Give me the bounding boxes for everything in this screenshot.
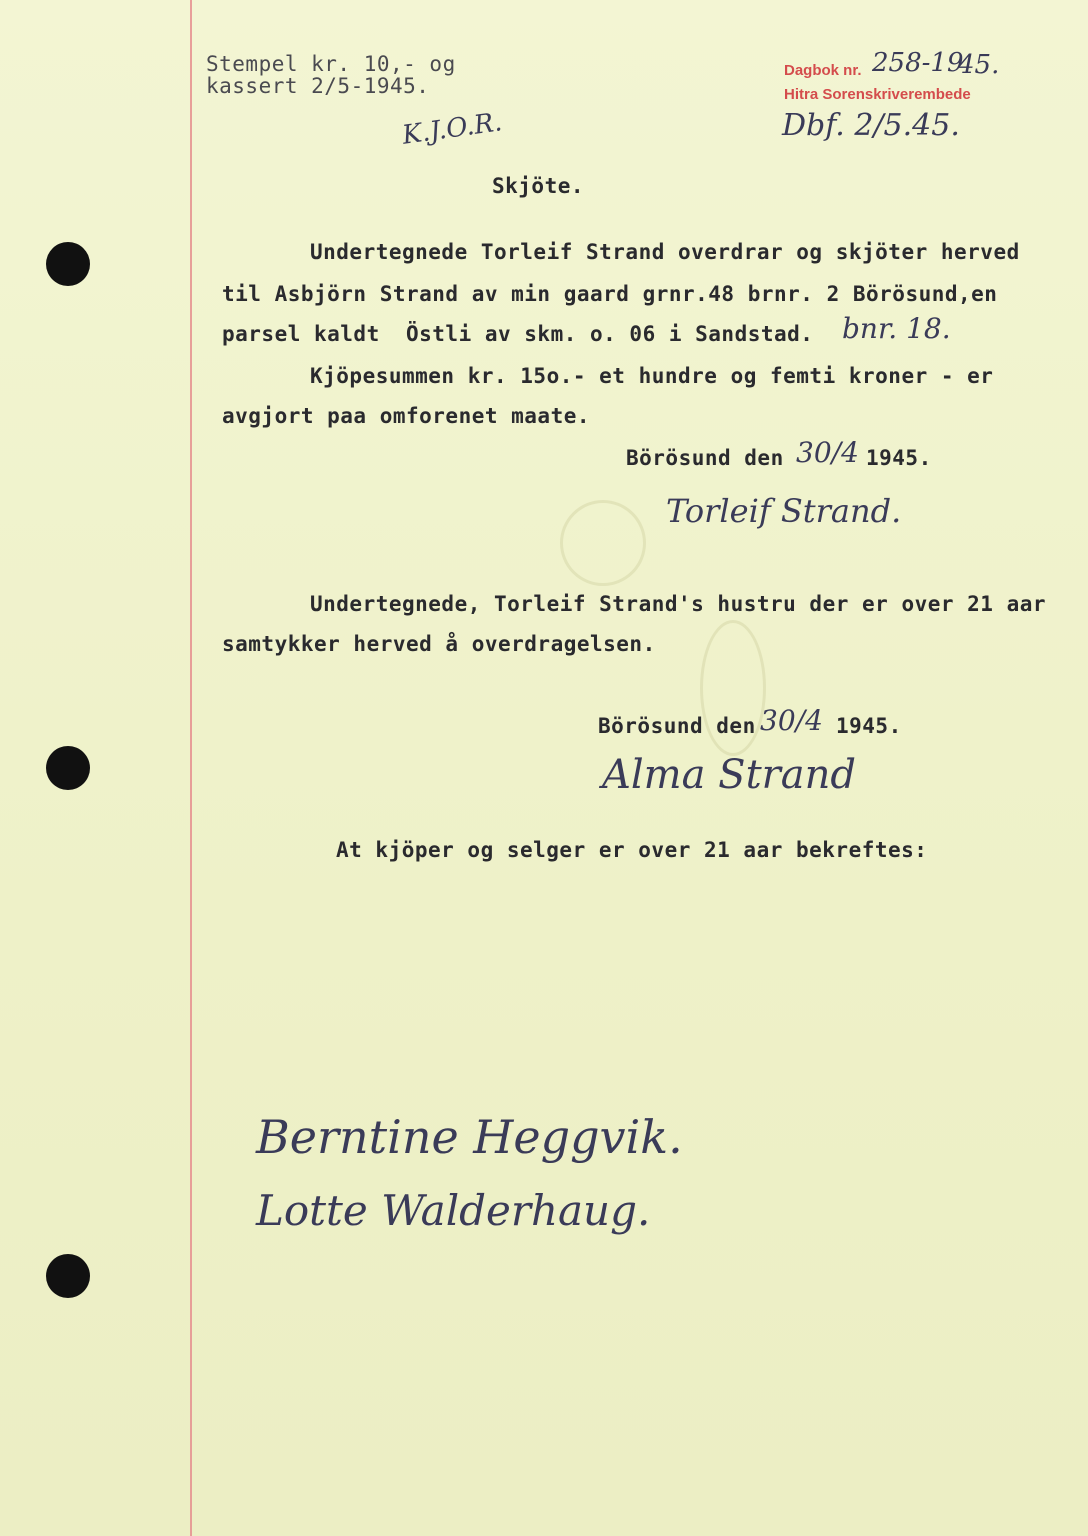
dagbok-year: 45. (958, 50, 1000, 80)
place-date-prefix: Börösund den (598, 714, 756, 738)
signature-wife: Alma Strand (602, 752, 856, 798)
punch-hole (46, 242, 90, 286)
document-title: Skjöte. (492, 174, 585, 198)
handwritten-date: 30/4 (760, 704, 823, 737)
para2-line1: Kjöpesummen kr. 15o.- et hundre og femti kroner - er (310, 364, 994, 388)
handwritten-initials: K.J.O.R. (400, 107, 504, 151)
witness-signature-1: Berntine Heggvik. (256, 1110, 683, 1164)
handwritten-bnr-note: bnr. 18. (842, 312, 951, 345)
para1-line2: til Asbjörn Strand av min gaard grnr.48 brnr. 2 Börösund,en (222, 282, 998, 306)
red-margin-line (190, 0, 192, 1536)
para3-line1: Undertegnede, Torleif Strand's hustru der er over 21 aar (310, 592, 1047, 616)
stamp-fee-line: Stempel kr. 10,- og (206, 52, 456, 76)
place-date-prefix: Börösund den (626, 446, 784, 470)
witness-signature-2: Lotte Walderhaug. (256, 1186, 651, 1235)
handwritten-date: 30/4 (796, 436, 859, 469)
dbf-date: Dbf. 2/5.45. (782, 108, 960, 143)
dagbok-number: 258-19 (872, 48, 964, 78)
cancelled-date-line: kassert 2/5-1945. (206, 74, 430, 98)
place-date-year: 1945. (866, 446, 932, 470)
place-date-year: 1945. (836, 714, 902, 738)
punch-hole (46, 1254, 90, 1298)
para2-line2: avgjort paa omforenet maate. (222, 404, 591, 428)
punch-hole (46, 746, 90, 790)
para1-line3: parsel kaldt Östli av skm. o. 06 i Sandstad. (222, 322, 814, 346)
age-confirmation: At kjöper og selger er over 21 aar bekreftes: (336, 838, 928, 862)
office-name: Hitra Sorenskriverembede (784, 86, 971, 103)
para1-line1: Undertegnede Torleif Strand overdrar og skjöter herved (310, 240, 1020, 264)
signature-seller: Torleif Strand. (666, 492, 902, 530)
bleed-through-mark (560, 500, 646, 586)
para3-line2: samtykker herved å overdragelsen. (222, 632, 656, 656)
dagbok-label: Dagbok nr. (784, 62, 862, 79)
